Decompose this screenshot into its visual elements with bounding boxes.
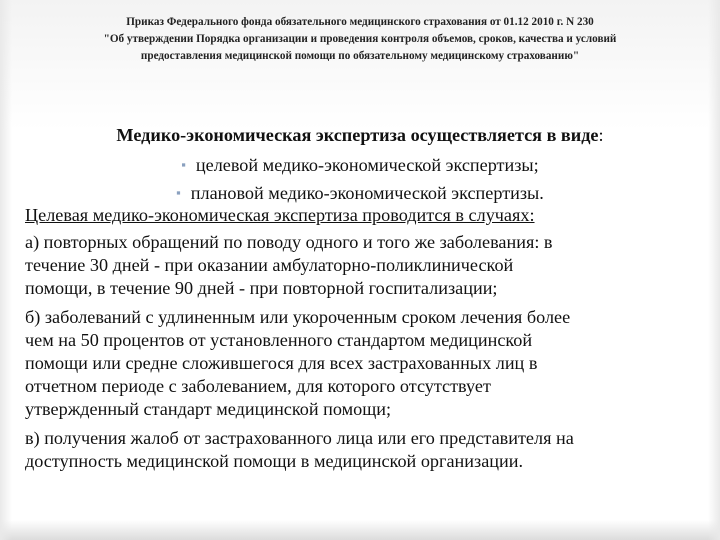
main-heading xyxy=(0,123,720,147)
paragraph-b-line: отчетном периоде с заболеванием, для которого отсутствует xyxy=(25,376,491,396)
header-line-1: Приказ Федерального фонда обязательного медицинского страхования от 01.12 2010 г. N 230 xyxy=(126,16,594,28)
body-text xyxy=(25,204,705,479)
square-bullet-icon: ▪ xyxy=(181,157,186,172)
paragraph-c-line: в) получения жалоб от застрахованного лица или его представителя на xyxy=(25,428,574,448)
paragraph-a-line: а) повторных обращений по поводу одного и того же заболевания: в xyxy=(25,232,553,252)
paragraph-b-line: чем на 50 процентов от установленного стандартом медицинской xyxy=(25,330,533,350)
paragraph-c xyxy=(25,427,705,473)
paragraph-b xyxy=(25,306,705,421)
paragraph-b-line: б) заболеваний с удлиненным или укороченным сроком лечения более xyxy=(25,307,571,327)
bullet-text: целевой медико-экономической экспертизы; xyxy=(195,155,539,175)
header-line-3: предоставления медицинской помощи по обязательному медицинскому страхованию" xyxy=(140,50,580,62)
bullet-list xyxy=(0,152,720,208)
main-heading-colon: : xyxy=(598,125,604,145)
paragraph-a xyxy=(25,231,705,300)
main-heading-bold: Медико-экономическая экспертиза осуществляется в виде xyxy=(116,125,599,145)
document-header xyxy=(30,14,690,65)
paragraph-b-line: утвержденный стандарт медицинской помощи; xyxy=(25,399,392,419)
cases-heading: Целевая медико-экономическая экспертиза проводится в случаях: xyxy=(25,205,535,225)
paragraph-b-line: помощи или средне сложившегося для всех застрахованных лиц в xyxy=(25,353,538,373)
bullet-item xyxy=(0,152,720,180)
right-edge-shade xyxy=(708,0,720,540)
paragraph-c-line: доступность медицинской помощи в медицинской организации. xyxy=(25,451,524,471)
header-line-2: "Об утверждении Порядка организации и проведения контроля объемов, сроков, качества и условий xyxy=(103,33,617,45)
paragraph-a-line: помощи, в течение 90 дней - при повторной госпитализации; xyxy=(25,278,498,298)
left-edge-shade xyxy=(0,0,12,540)
bottom-gradient xyxy=(0,520,720,540)
bullet-text: плановой медико-экономической экспертизы. xyxy=(190,183,544,203)
paragraph-a-line: течение 30 дней - при оказании амбулаторно-поликлинической xyxy=(25,255,514,275)
square-bullet-icon: ▪ xyxy=(176,185,181,200)
